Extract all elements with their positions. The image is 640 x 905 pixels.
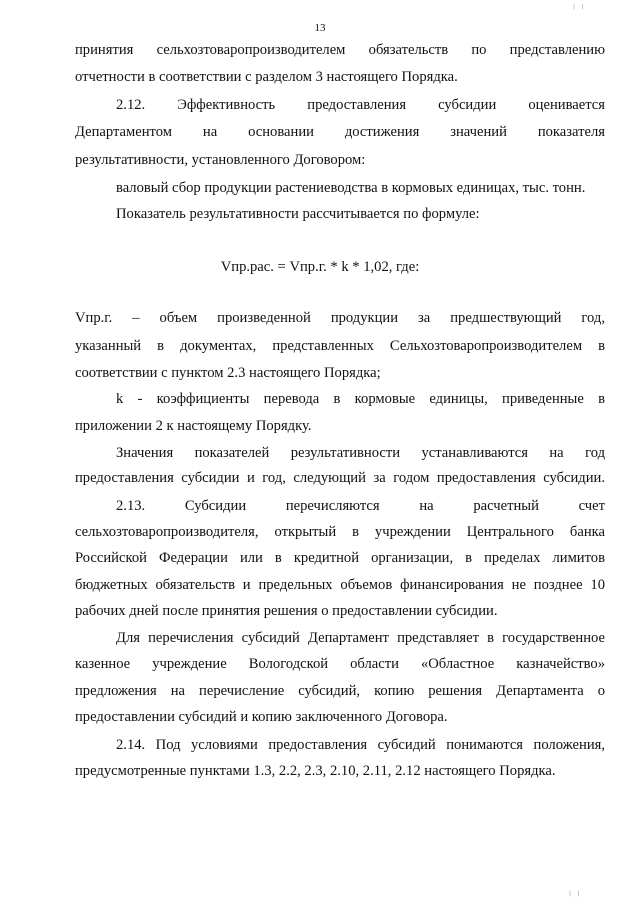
text-line: соответствии с пунктом 2.3 настоящего Порядка; [75, 365, 381, 381]
scan-mark: ╵ ╵ [567, 892, 582, 903]
text-line: Для перечисления субсидий Департамент представляет в государственное [116, 630, 605, 646]
scan-mark: ╷ ╷ [571, 0, 586, 10]
section-heading-2-13: 2.13. Субсидии перечисляются на расчетный счет [116, 498, 605, 514]
text-line: приложении 2 к настоящему Порядку. [75, 418, 312, 434]
text-line: сельхозтоваропроизводителя, открытый в учреждении Центрального банка [75, 524, 605, 540]
text-line: результативности, установленного Договором: [75, 152, 366, 168]
section-heading-2-14: 2.14. Под условиями предоставления субсидий понимаются положения, [116, 737, 605, 753]
text-line: Vпр.г. – объем произведенной продукции за предшествующий год, [75, 310, 605, 326]
text-line: казенное учреждение Вологодской области «Областное казначейство» [75, 656, 605, 672]
page-number: 13 [314, 22, 326, 34]
text-line: предусмотренные пунктами 1.3, 2.2, 2.3, 2.10, 2.11, 2.12 настоящего Порядка. [75, 763, 556, 779]
text-line: предоставления субсидии и год, следующий за годом предоставления субсидии. [75, 470, 605, 486]
text-line: Российской Федерации или в кредитной организации, в пределах лимитов [75, 550, 605, 566]
text-line: бюджетных обязательств и предельных объемов финансирования не позднее 10 [75, 577, 605, 593]
text-line: валовый сбор продукции растениеводства в кормовых единицах, тыс. тонн. [116, 180, 586, 196]
section-heading-2-12: 2.12. Эффективность предоставления субсидии оценивается [116, 97, 605, 113]
text-line: предложения на перечисление субсидий, копию решения Департамента о [75, 683, 605, 699]
text-line: рабочих дней после принятия решения о предоставлении субсидии. [75, 603, 498, 619]
formula: Vпр.рас. = Vпр.г. * k * 1,02, где: [220, 259, 420, 275]
text-line: k - коэффициенты перевода в кормовые единицы, приведенные в [116, 391, 605, 407]
text-line: принятия сельхозтоваропроизводителем обязательств по представлению [75, 42, 605, 58]
text-line: отчетности в соответствии с разделом 3 настоящего Порядка. [75, 69, 458, 85]
text-line: Показатель результативности рассчитывается по формуле: [116, 206, 480, 222]
text-line: указанный в документах, представленных Сельхозтоваропроизводителем в [75, 338, 605, 354]
text-line: Значения показателей результативности устанавливаются на год [116, 445, 605, 461]
text-line: предоставлении субсидий и копию заключенного Договора. [75, 709, 448, 725]
text-line: Департаментом на основании достижения значений показателя [75, 124, 605, 140]
